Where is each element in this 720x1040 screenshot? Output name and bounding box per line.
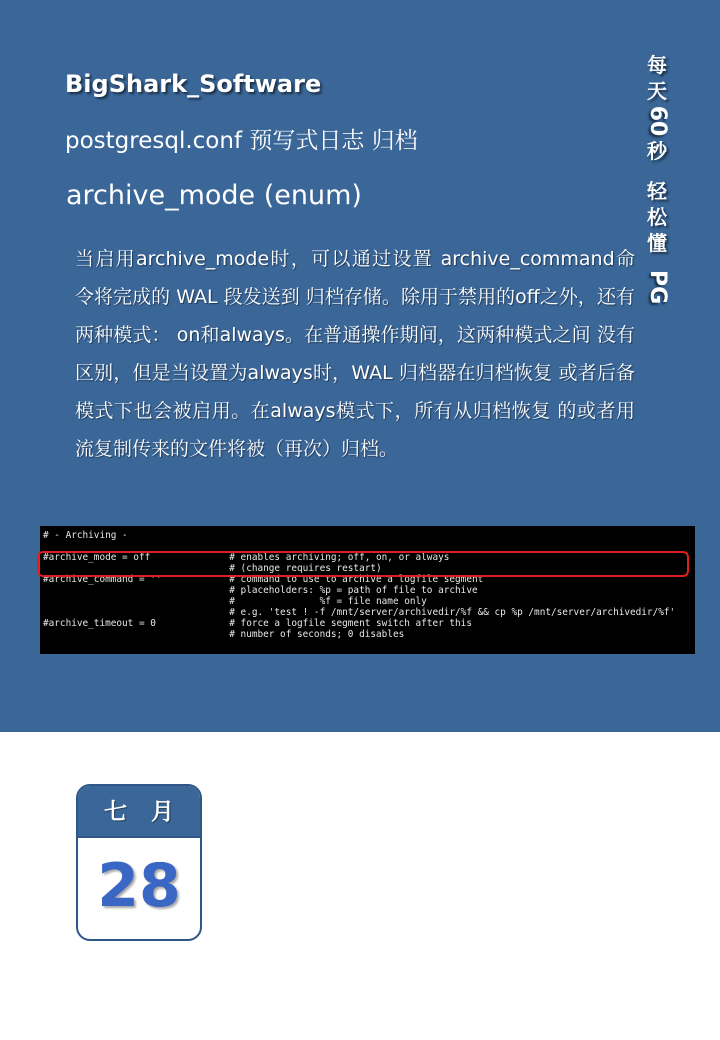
slogan-char: 每 bbox=[647, 53, 667, 77]
config-line: # - Archiving - bbox=[43, 530, 128, 541]
brand-title: BigShark_Software bbox=[65, 70, 322, 98]
page-subtitle: postgresql.conf 预写式日志 归档 bbox=[65, 128, 418, 154]
highlight-box bbox=[37, 551, 689, 577]
config-line: #archive_command = '' # command to use to archive a logfile segment bbox=[43, 574, 484, 585]
slogan-char: 秒 bbox=[647, 139, 667, 163]
calendar-day: 28 bbox=[97, 851, 181, 921]
parameter-title: archive_mode (enum) bbox=[66, 180, 362, 211]
slogan-char: 懂 bbox=[647, 231, 667, 255]
side-slogan bbox=[640, 52, 674, 304]
config-line: # placeholders: %p = path of file to archive bbox=[43, 585, 478, 596]
slogan-char: 60 bbox=[645, 105, 670, 137]
calendar-month: 七 月 bbox=[78, 786, 200, 838]
config-line: #archive_timeout = 0 # force a logfile segment switch after this bbox=[43, 618, 472, 629]
slogan-char: 松 bbox=[647, 205, 667, 229]
config-line: # number of seconds; 0 disables bbox=[43, 629, 405, 640]
slogan-char: 轻 bbox=[647, 179, 667, 203]
config-line: # (change requires restart) bbox=[43, 563, 382, 574]
slogan-char: 天 bbox=[647, 79, 667, 103]
calendar-icon bbox=[76, 784, 202, 941]
config-line: #archive_mode = off # enables archiving; off, on, or always bbox=[43, 552, 450, 563]
description-text: 当启用archive_mode时，可以通过设置 archive_command命令将完成的 WAL 段发送到 归档存储。除用于禁用的off之外，还有两种模式： on和always。在普通操作期间，这两种模式之间 没有区别，但是当设置为always时，WAL 归档器在归档恢复 或者后备模式下也会被启用。在always模式下，所有从归档恢复 的或者用流复制传来的文件将被（再次）归档。 bbox=[75, 248, 635, 460]
config-line: # e.g. 'test ! -f /mnt/server/archivedir/%f && cp %p /mnt/server/archivedir/%f' bbox=[43, 607, 676, 618]
config-line: # %f = file name only bbox=[43, 596, 427, 607]
slogan-char: PG bbox=[645, 270, 670, 305]
config-snippet bbox=[40, 526, 695, 654]
